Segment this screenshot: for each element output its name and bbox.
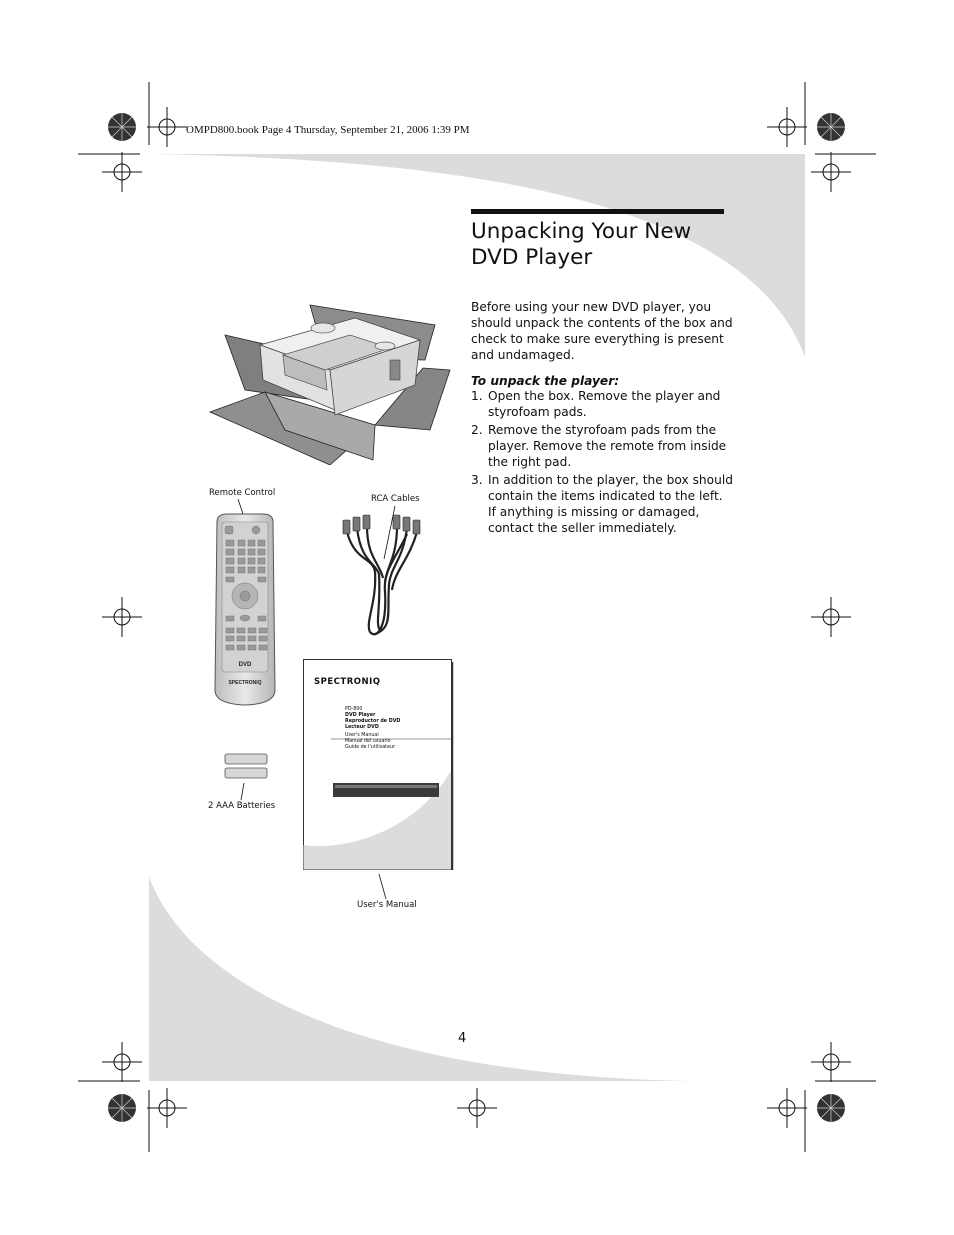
page-title [471,219,731,271]
manual-title-en: DVD Player [345,713,376,718]
step-text: Remove the styrofoam pads from the player. Remove the remote from inside the right pad. [488,423,727,469]
step-number: 2. [471,423,483,437]
remote-disc-logo: DVD [238,662,252,668]
remote-brand-text: SPECTRONIQ [228,680,262,686]
manual-sub-en: User's Manual [345,733,379,738]
manual-title-es: Reproductor de DVD [345,719,401,724]
steps-list [471,388,733,538]
list-item [471,388,733,420]
batteries-leader-line [238,782,248,802]
batteries-illustration [224,753,270,781]
batteries-label: 2 AAA Batteries [208,801,276,811]
rca-cables-label: RCA Cables [371,494,420,504]
users-manual-label: User's Manual [357,900,417,910]
list-item [471,422,733,470]
manual-sub-fr: Guide de l'utilisateur [345,745,395,750]
step-text: In addition to the player, the box should contain the items indicated to the left. If anything is missing or damaged, contact the seller immediately. [488,473,733,535]
page-number: 4 [458,1031,467,1046]
heading-rule [471,209,724,214]
rca-cables-illustration [335,512,430,642]
manual-model: PD-800 [345,707,363,712]
page-title-line2: DVD Player [471,245,593,270]
page-title-line1: Unpacking Your New [471,219,692,244]
list-item [471,472,733,536]
remote-control-label: Remote Control [209,488,276,498]
manual-leader-line [377,873,389,901]
manual-titles [345,707,400,751]
manual-brand: SPECTRONIQ [314,677,381,687]
intro-paragraph: Before using your new DVD player, you should unpack the contents of the box and check to make sure everything is present and undamaged. [471,300,733,362]
step-number: 1. [471,389,483,403]
manual-sub-es: Manual del usuario [345,739,391,744]
open-box-illustration [205,300,455,465]
step-text: Open the box. Remove the player and styrofoam pads. [488,389,721,419]
users-manual-illustration [303,659,454,871]
procedure-subheading: To unpack the player: [471,374,620,388]
step-number: 3. [471,473,483,487]
print-slug: OMPD800.book Page 4 Thursday, September 21, 2006 1:39 PM [186,124,470,136]
manual-title-fr: Lecteur DVD [345,725,379,730]
remote-control-illustration [213,512,277,707]
